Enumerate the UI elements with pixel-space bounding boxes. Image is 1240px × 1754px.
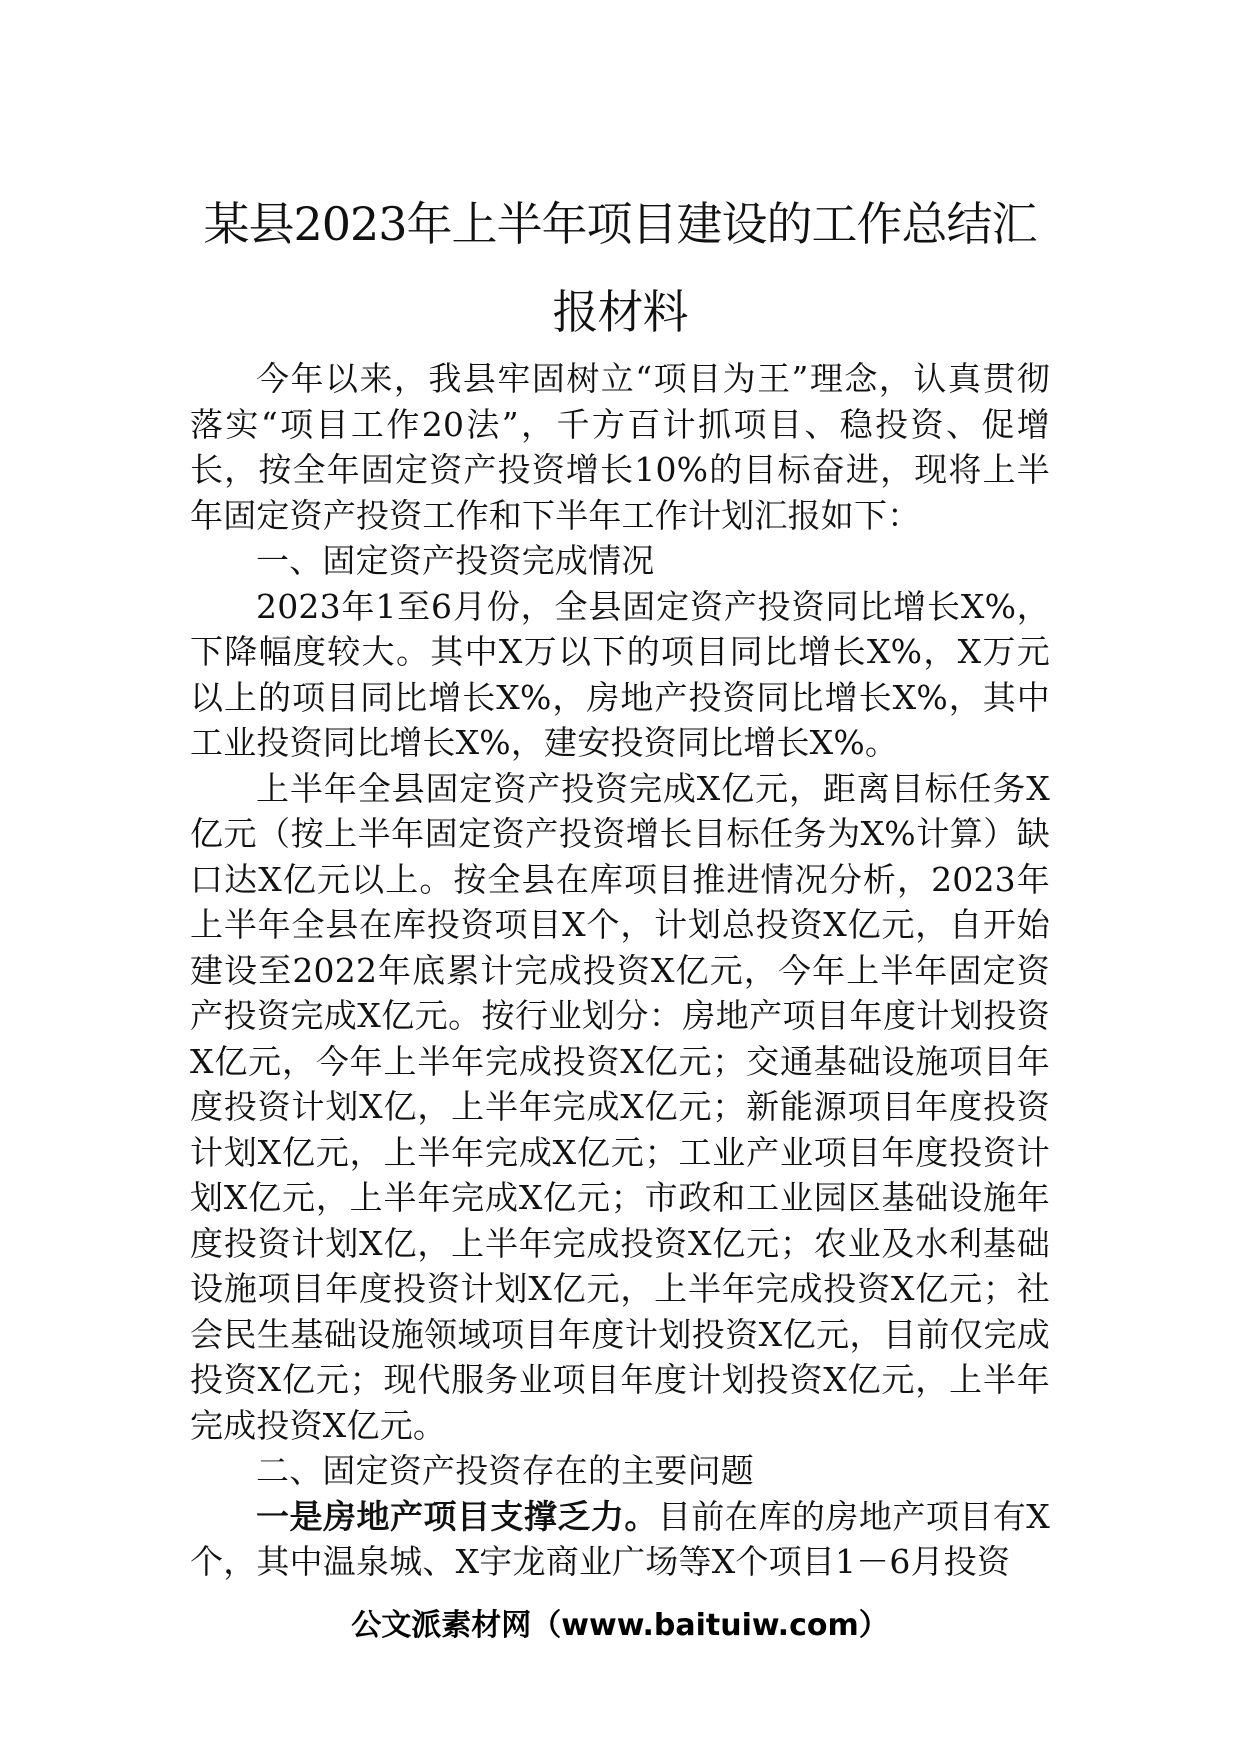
footer-watermark: 公文派素材网（www.baituiw.com） [351, 1608, 889, 1643]
title-line-1: 某县2023年上半年项目建设的工作总结汇 [203, 197, 1037, 251]
problem-text: 目前在库的房地产项目有X个，其中温泉城、X宇龙商业广场等X个项目1－6月投资 [190, 1496, 1050, 1581]
problem-lead: 一是房地产项目支撑乏力。 [256, 1496, 658, 1536]
investment-paragraph: 上半年全县固定资产投资完成X亿元，距离目标任务X亿元（按上半年固定资产投资增长目标任务为X%计算）缺口达X亿元以上。按全县在库项目推进情况分析，2023年上半年全县在库投资项目X个，计划总投资X亿元，自开始建设至2022年底累计完成投资X亿元，今年上半年固定资产投资完成X亿元。按行业划分：房地产项目年度计划投资X亿元，今年上半年完成投资X亿元；交通基础设施项目年度投资计划X亿，上半年完成X亿元；新能源项目年度投资计划X亿元，上半年完成X亿元；工业产业项目年度投资计划X亿元，上半年完成X亿元；市政和工业园区基础设施年度投资计划X亿，上半年完成投资X亿元；农业及水利基础设施项目年度投资计划X亿元，上半年完成投资X亿元；社会民生基础设施领域项目年度计划投资X亿元，目前仅完成投资X亿元；现代服务业项目年度计划投资X亿元，上半年完成投资X亿元。 [190, 768, 1050, 1445]
problem-paragraph [190, 1494, 1050, 1585]
growth-paragraph: 2023年1至6月份，全县固定资产投资同比增长X%，下降幅度较大。其中X万以下的项目同比增长X%，X万元以上的项目同比增长X%，房地产投资同比增长X%，其中工业投资同比增长X%，建安投资同比增长X%。 [190, 586, 1050, 762]
section-heading-1: 一、固定资产投资完成情况 [256, 541, 655, 580]
intro-paragraph: 今年以来，我县牢固树立“项目为王”理念，认真贯彻落实“项目工作20法”，千方百计抓项目、稳投资、促增长，按全年固定资产投资增长10%的目标奋进，现将上半年固定资产投资工作和下半年工作计划汇报如下： [190, 359, 1050, 535]
document-title [170, 180, 1070, 356]
title-line-2: 报材料 [552, 285, 688, 339]
document-page [190, 180, 1050, 1585]
section-heading-2: 二、固定资产投资存在的主要问题 [256, 1451, 754, 1490]
